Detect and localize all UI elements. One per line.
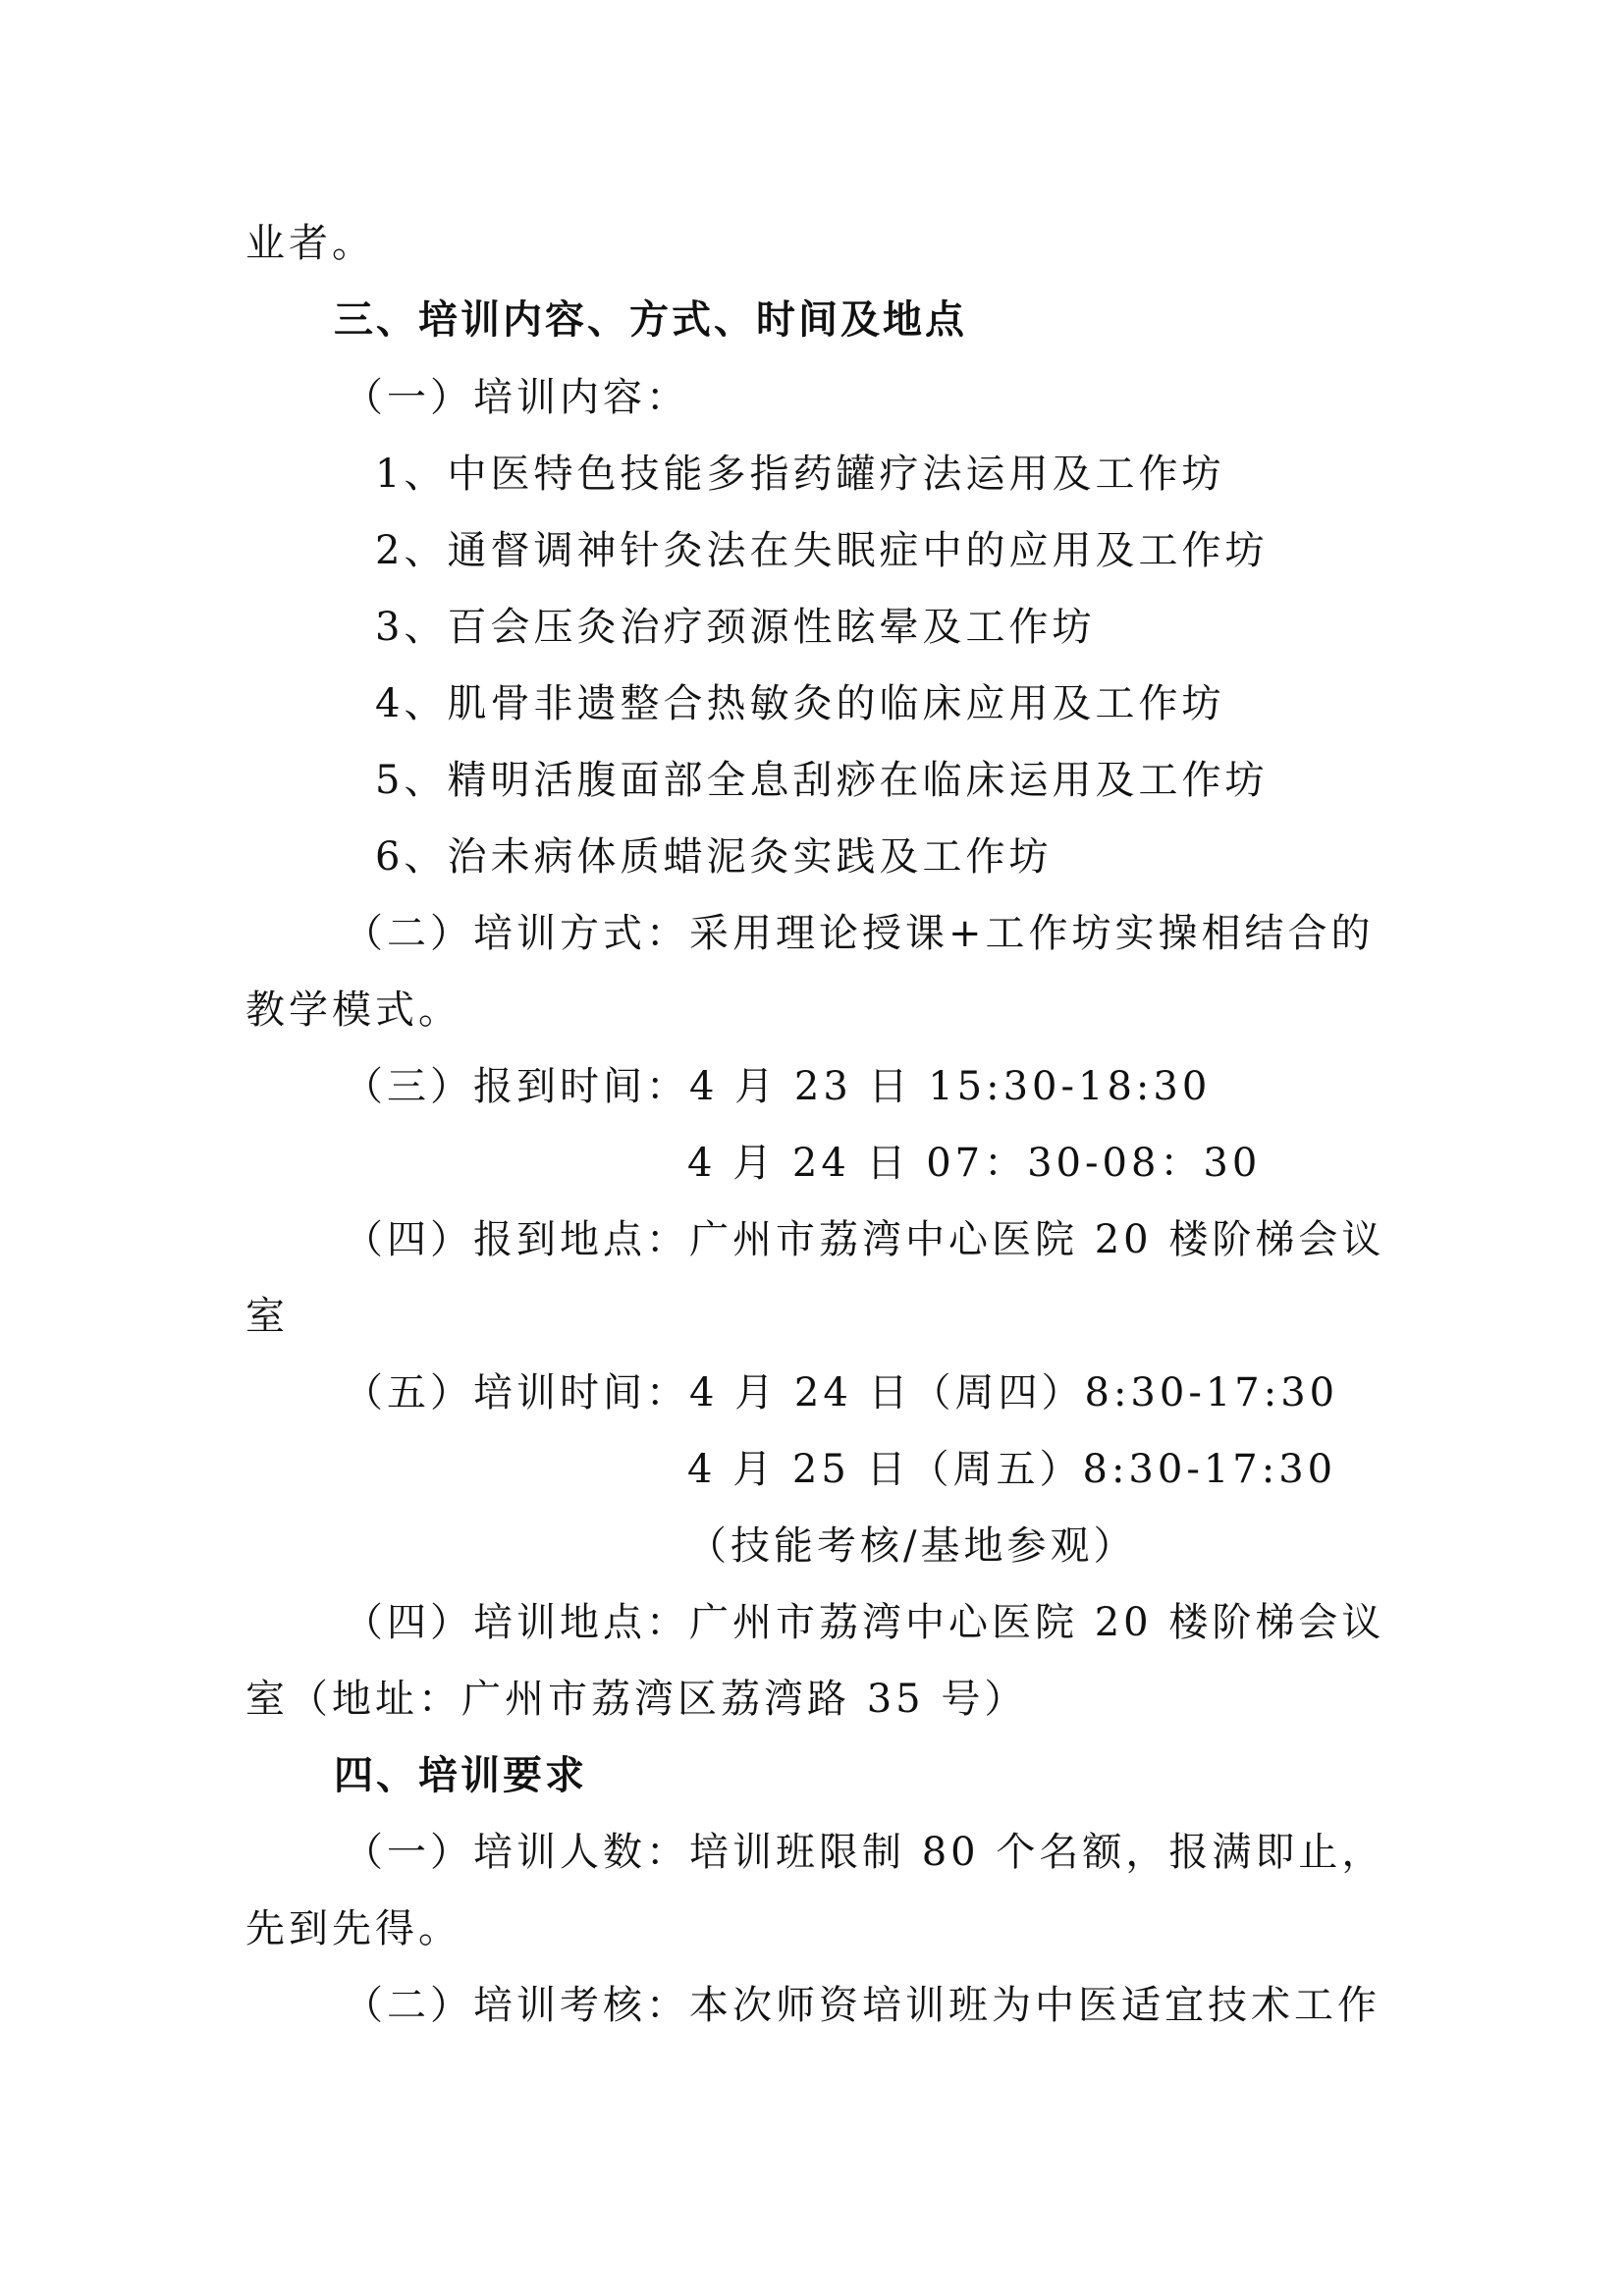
list-item-1: 1、中医特色技能多指药罐疗法运用及工作坊 xyxy=(375,452,1225,497)
subsection-training-method: （二）培训方式：采用理论授课+工作坊实操相结合的 xyxy=(344,911,1375,956)
list-item-4: 4、肌骨非遗整合热敏灸的临床应用及工作坊 xyxy=(375,681,1225,726)
training-time-second: 4 月 25 日（周五）8:30-17:30 xyxy=(687,1447,1337,1492)
subsection-checkin-location: （四）报到地点：广州市荔湾中心医院 20 楼阶梯会议 xyxy=(344,1217,1385,1262)
list-item-3: 3、百会压灸治疗颈源性眩晕及工作坊 xyxy=(375,605,1096,650)
training-time-note: （技能考核/基地参观） xyxy=(687,1523,1137,1569)
text-line: 教学模式。 xyxy=(245,988,461,1033)
text-line: 室 xyxy=(245,1294,289,1339)
list-item-2: 2、通督调神针灸法在失眠症中的应用及工作坊 xyxy=(375,528,1269,573)
text-line: 业者。 xyxy=(245,221,375,266)
list-item-6: 6、治未病体质蜡泥灸实践及工作坊 xyxy=(375,834,1053,880)
checkin-time-second: 4 月 24 日 07：30-08：30 xyxy=(687,1141,1262,1186)
list-item-5: 5、精明活腹面部全息刮痧在临床运用及工作坊 xyxy=(375,758,1269,803)
subsection-training-quota: （一）培训人数：培训班限制 80 个名额，报满即止， xyxy=(344,1830,1385,1875)
section-heading-4: 四、培训要求 xyxy=(334,1753,587,1798)
section-heading-3: 三、培训内容、方式、时间及地点 xyxy=(334,297,967,343)
text-line: 先到先得。 xyxy=(245,1906,461,1951)
subsection-training-time: （五）培训时间：4 月 24 日（周四）8:30-17:30 xyxy=(344,1370,1339,1415)
subsection-training-content: （一）培训内容： xyxy=(344,375,689,420)
subsection-training-assessment: （二）培训考核：本次师资培训班为中医适宜技术工作 xyxy=(344,1983,1380,2028)
subsection-training-location: （四）培训地点：广州市荔湾中心医院 20 楼阶梯会议 xyxy=(344,1600,1385,1645)
subsection-checkin-time: （三）报到时间：4 月 23 日 15:30-18:30 xyxy=(344,1064,1212,1109)
text-line: 室（地址：广州市荔湾区荔湾路 35 号） xyxy=(245,1677,1028,1722)
